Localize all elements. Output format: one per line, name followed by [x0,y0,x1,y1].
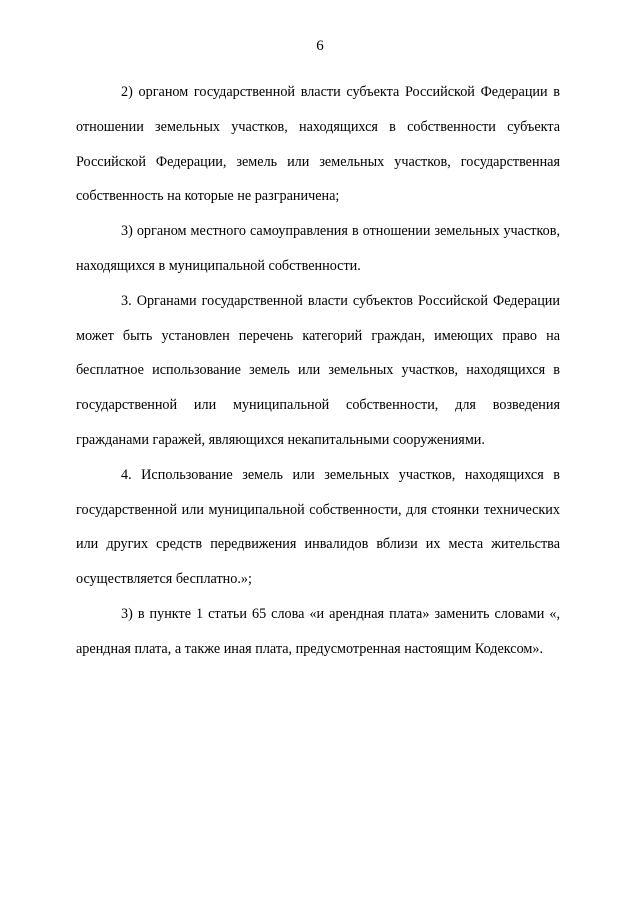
paragraph-5: 3) в пункте 1 статьи 65 слова «и арендная плата» заменить словами «, арендная плата, а также иная плата, предусмотренная настоящим Кодексом». [76,605,560,657]
paragraph-3: 3. Органами государственной власти субъектов Российской Федерации может быть установлен перечень категорий граждан, имеющих право на бесплатное использование земель или земельных участков, находящихся в государственной или муниципальной собственности, для возведения гражданами гаражей, являющихся некапитальными сооружениями. [76,292,560,448]
document-body [76,75,560,667]
paragraph-2: 3) органом местного самоуправления в отношении земельных участков, находящихся в муниципальной собственности. [76,223,560,274]
paragraph-4: 4. Использование земель или земельных участков, находящихся в государственной или муниципальной собственности, для стоянки технических или других средств передвижения инвалидов вблизи их места жительства осуществляется бесплатно.»; [76,466,560,588]
page-number: 6 [316,38,324,54]
paragraph-1: 2) органом государственной власти субъекта Российской Федерации в отношении земельных участков, находящихся в собственности субъекта Российской Федерации, земель или земельных участков, государственная собственность на которые не разграничена; [76,84,560,205]
